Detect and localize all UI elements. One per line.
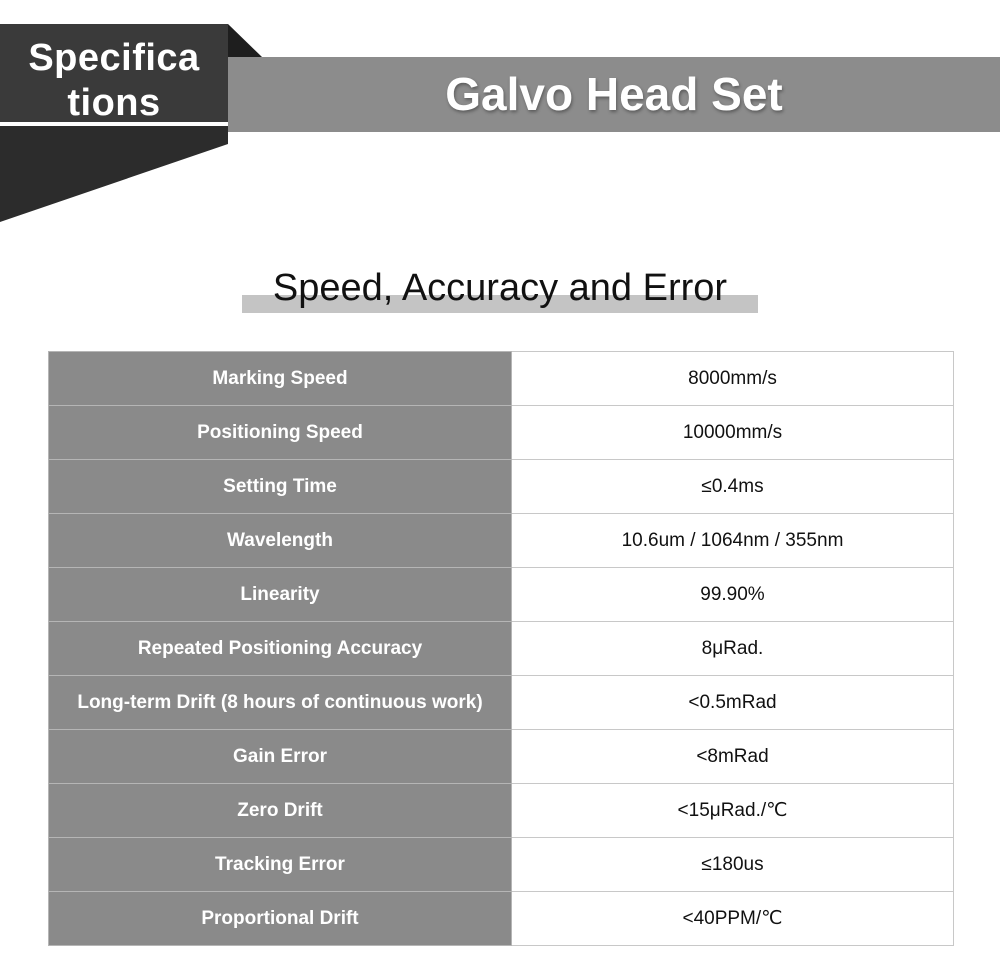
spec-value: <40PPM/℃ <box>512 892 954 946</box>
spec-label: Repeated Positioning Accuracy <box>49 622 512 676</box>
spec-label: Tracking Error <box>49 838 512 892</box>
spec-label: Zero Drift <box>49 784 512 838</box>
spec-value: 10000mm/s <box>512 406 954 460</box>
table-row <box>49 676 954 730</box>
spec-value: <8mRad <box>512 730 954 784</box>
spec-label: Positioning Speed <box>49 406 512 460</box>
spec-value: <0.5mRad <box>512 676 954 730</box>
table-row <box>49 352 954 406</box>
table-row <box>49 730 954 784</box>
spec-label: Long-term Drift (8 hours of continuous work) <box>49 676 512 730</box>
table-row <box>49 622 954 676</box>
badge-label <box>0 36 228 126</box>
table-row <box>49 784 954 838</box>
banner-title: Galvo Head Set <box>445 68 783 120</box>
table-row <box>49 838 954 892</box>
spec-value: 10.6um / 1064nm / 355nm <box>512 514 954 568</box>
spec-table <box>48 351 954 946</box>
spec-label: Wavelength <box>49 514 512 568</box>
table-row <box>49 514 954 568</box>
spec-value: ≤0.4ms <box>512 460 954 514</box>
table-row <box>49 460 954 514</box>
table-row <box>49 568 954 622</box>
spec-label: Proportional Drift <box>49 892 512 946</box>
spec-label: Linearity <box>49 568 512 622</box>
spec-value: ≤180us <box>512 838 954 892</box>
table-row <box>49 892 954 946</box>
spec-value: 8000mm/s <box>512 352 954 406</box>
section-heading: Speed, Accuracy and Error <box>272 267 728 309</box>
spec-label: Marking Speed <box>49 352 512 406</box>
spec-label: Gain Error <box>49 730 512 784</box>
badge-label-line2: tions <box>67 82 161 124</box>
spec-value: 8μRad. <box>512 622 954 676</box>
spec-label: Setting Time <box>49 460 512 514</box>
spec-value: <15μRad./℃ <box>512 784 954 838</box>
spec-value: 99.90% <box>512 568 954 622</box>
badge-label-line1: Specifica <box>28 37 200 79</box>
table-row <box>49 406 954 460</box>
